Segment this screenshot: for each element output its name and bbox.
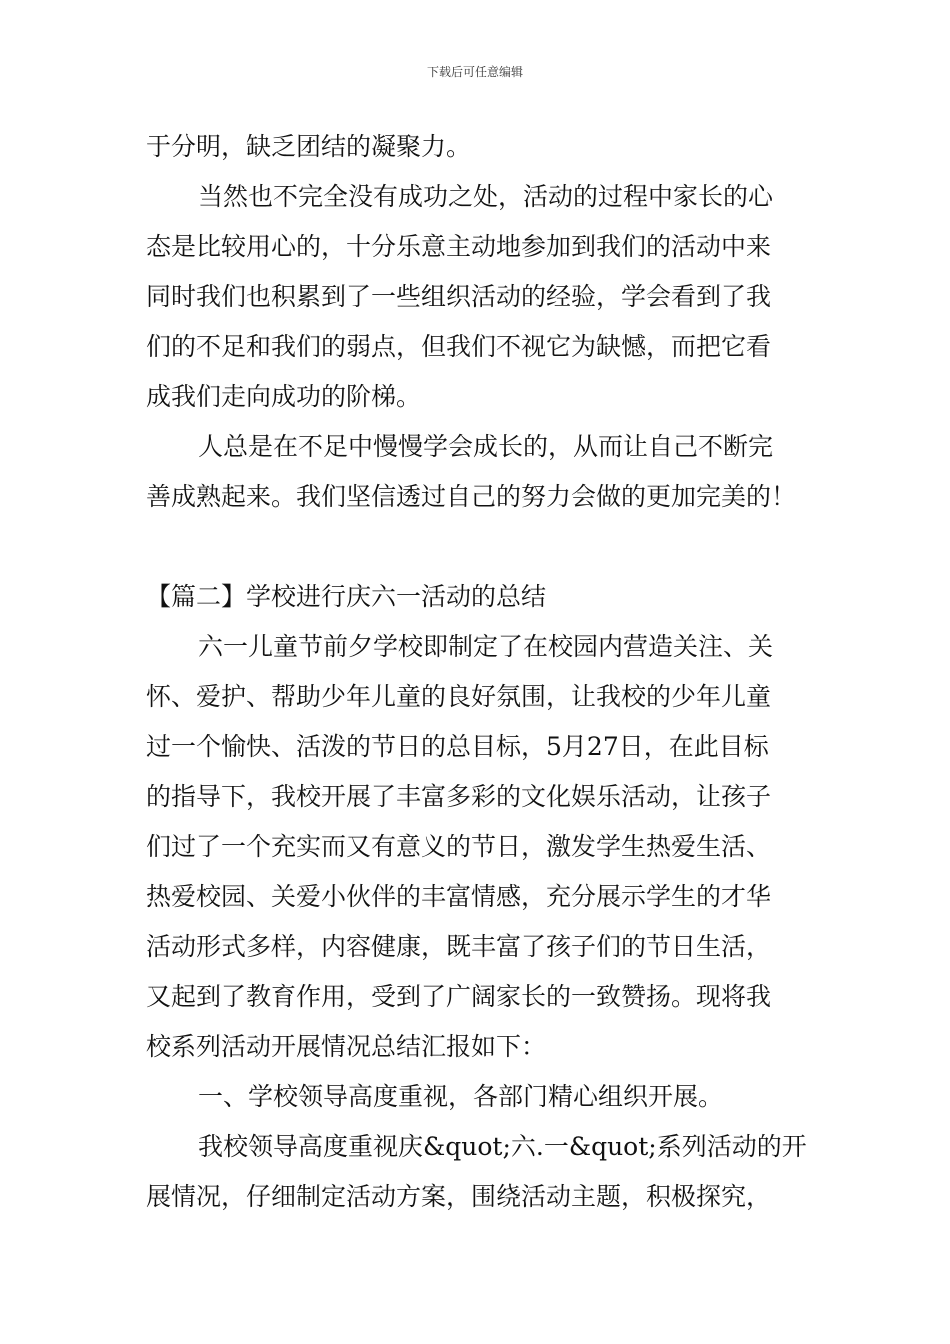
- section-title: 【篇二】学校进行庆六一活动的总结: [146, 582, 547, 611]
- paragraph-line: 活动形式多样，内容健康，既丰富了孩子们的节日生活，: [146, 932, 772, 961]
- paragraph-line: 的指导下，我校开展了丰富多彩的文化娱乐活动，让孩子: [146, 782, 772, 811]
- document-body: [146, 122, 811, 1222]
- section-gap: [146, 522, 811, 572]
- paragraph-line: 们过了一个充实而又有意义的节日，激发学生热爱生活、: [146, 832, 772, 861]
- paragraph-line: 怀、爱护、帮助少年儿童的良好氛围，让我校的少年儿童: [146, 682, 772, 711]
- paragraph-line: 我校领导高度重视庆&quot;六.一&quot;系列活动的开: [198, 1132, 807, 1161]
- paragraph-line: 人总是在不足中慢慢学会成长的，从而让自己不断完: [198, 432, 774, 461]
- paragraph-line: 同时我们也积累到了一些组织活动的经验，学会看到了我: [146, 282, 772, 311]
- paragraph-line: 六一儿童节前夕学校即制定了在校园内营造关注、关: [198, 632, 774, 661]
- page-header-note: 下载后可任意编辑: [426, 65, 523, 79]
- paragraph-line: 当然也不完全没有成功之处，活动的过程中家长的心: [198, 182, 774, 211]
- paragraph-line: 展情况，仔细制定活动方案，围绕活动主题，积极探究，: [146, 1182, 772, 1211]
- paragraph-line: 们的不足和我们的弱点，但我们不视它为缺憾，而把它看: [146, 332, 772, 361]
- paragraph-line: 态是比较用心的，十分乐意主动地参加到我们的活动中来: [146, 232, 772, 261]
- paragraph-line: 善成熟起来。我们坚信透过自己的努力会做的更加完美的！: [146, 482, 797, 511]
- paragraph-line: 热爱校园、关爱小伙伴的丰富情感，充分展示学生的才华: [146, 882, 772, 911]
- paragraph-line: 于分明，缺乏团结的凝聚力。: [146, 132, 472, 161]
- paragraph-line: 一、学校领导高度重视，各部门精心组织开展。: [198, 1082, 724, 1111]
- paragraph-line: 过一个愉快、活泼的节日的总目标，5月27日，在此目标: [146, 732, 769, 761]
- paragraph-line: 又起到了教育作用，受到了广阔家长的一致赞扬。现将我: [146, 982, 772, 1011]
- paragraph-line: 成我们走向成功的阶梯。: [146, 382, 422, 411]
- paragraph-line: 校系列活动开展情况总结汇报如下：: [146, 1032, 547, 1061]
